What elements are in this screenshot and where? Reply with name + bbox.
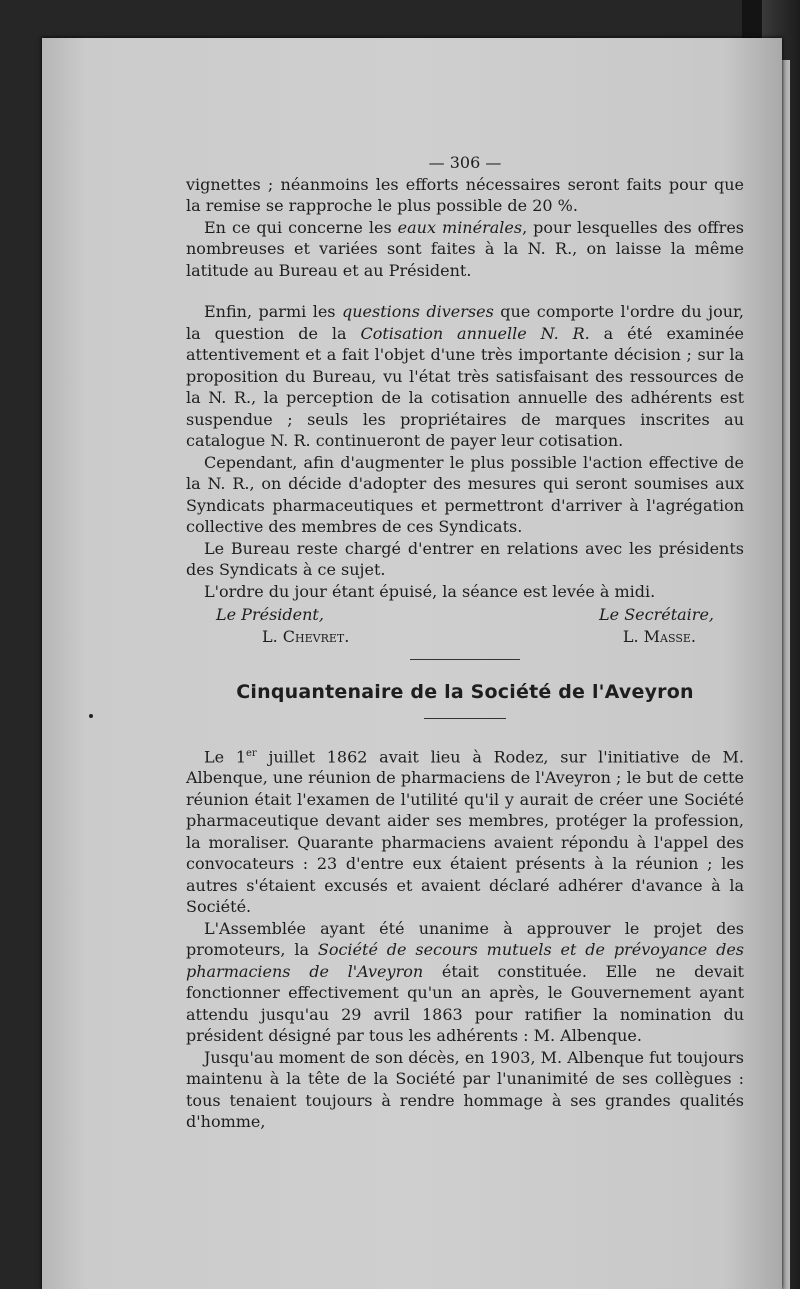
text-run: était constituée. Elle ne devait fonctionner effectivement qu'un an après, le Gouvernement ayant attendu jusqu'au 29 avril 1863 pour ratifier la nomination du président désigné par tous les adhérents : M. Albenque. (186, 961, 744, 1046)
text-run-italic: Société de secours mutuels et de prévoyance des pharmaciens de l'Aveyron (186, 940, 745, 981)
text-run: L'Assemblée ayant été unanime à approuver le projet des promoteurs, la (186, 918, 744, 960)
superscript: er (246, 747, 257, 759)
signature-titles (186, 604, 744, 626)
signature-names (186, 626, 744, 648)
text-run: En ce qui concerne les (204, 217, 398, 237)
divider (410, 659, 520, 660)
section-paragraph-1 (186, 743, 744, 918)
secretary-name: L. Masse. (622, 626, 696, 646)
page-edge (782, 60, 790, 1289)
paragraph-5: Le Bureau reste chargé d'entrer en relations avec les présidents des Syndicats à ce sujet. (186, 538, 744, 579)
paragraph-2 (186, 217, 744, 282)
section-paragraph-2 (186, 918, 744, 1047)
section-heading: Cinquantenaire de la Société de l'Aveyron (236, 681, 694, 703)
text-run-italic: questions diverses (342, 302, 494, 321)
text-run: vignettes ; néanmoins les efforts nécessaires seront faits pour que la remise se rapproche le plus possible de 20 %. (186, 174, 744, 215)
text-run: juillet 1862 avait lieu à Rodez, sur l'initiative de M. Albenque, une réunion de pharmaciens de l'Aveyron ; le but de cette réunion était l'examen de l'utilité qu'il y aurait de créer une Société pharmaceutique devant aider ses membres, protéger la profession, la moraliser. Quarante pharmaciens avaient répondu à l'appel des convocateurs : 23 d'entre eux étaient présents à la réunion ; les autres s'étaient excusés et avaient déclaré adhérer d'avance à la Société. (186, 746, 745, 917)
section-paragraph-3: Jusqu'au moment de son décès, en 1903, M. Albenque fut toujours maintenu à la tête de la Société par l'unanimité de ses collègues : tous tenaient toujours à rendre hommage à ses grandes qualités d'homme, (186, 1047, 744, 1132)
page-number: — 306 — (428, 153, 502, 172)
text-run: , pour lesquelles des offres nombreuses et variées sont faites à la N. R., on laisse la même latitude au Bureau et au Président. (186, 217, 745, 280)
text-run: Le 1 (204, 746, 247, 766)
paragraph-1 (186, 174, 744, 217)
text-run-italic: Cotisation annuelle N. R. (360, 323, 590, 343)
heading-divider (424, 718, 506, 719)
text-run: Enfin, parmi les (204, 302, 342, 321)
text-run: que comporte l'ordre du jour, la question de la (186, 302, 744, 343)
paragraph-4: Cependant, afin d'augmenter le plus possible l'action effective de la N. R., on décide d'adopter des mesures qui seront soumises aux Syndicats pharmaceutiques et permettront d'arriver à l'agrégation collective des membres de ces Syndicats. (186, 452, 744, 536)
text-run: a été examinée attentivement et a fait l'objet d'une très importante décision ; sur la proposition du Bureau, vu l'état très satisfaisant des ressources de la N. R., la perception de la cotisation annuelle des adhérents est suspendue ; seuls les propriétaires de marques inscrites au catalogue N. R. continueront de payer leur cotisation. (186, 323, 745, 450)
text-run-italic: eaux minérales (397, 217, 523, 237)
president-title: Le Président, (216, 605, 324, 624)
page-text (186, 152, 744, 1133)
margin-mark (89, 714, 93, 718)
paragraph-3 (186, 301, 744, 452)
secretary-title: Le Secrétaire, (599, 605, 714, 624)
president-name: L. Chevret. (262, 626, 350, 646)
paragraph-6: L'ordre du jour étant épuisé, la séance est levée à midi. (204, 581, 656, 601)
